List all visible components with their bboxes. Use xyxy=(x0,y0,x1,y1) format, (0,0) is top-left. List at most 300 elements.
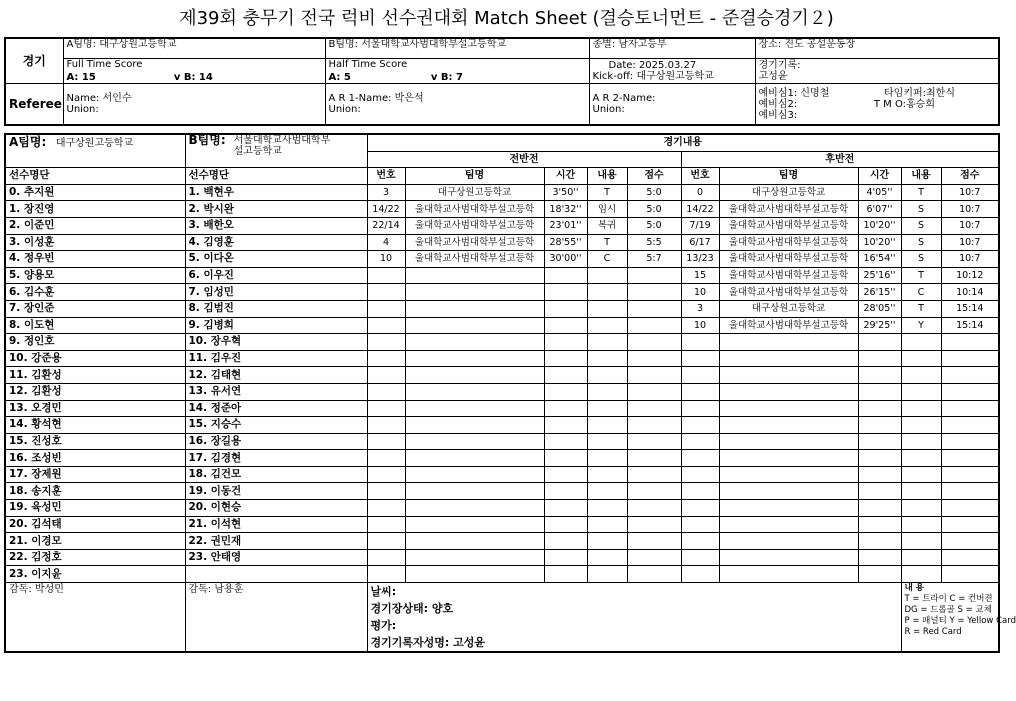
team-a-player: 15. 진성호 xyxy=(5,433,185,450)
team-b-coach: 감독: 남용훈 xyxy=(185,583,367,653)
ar2-cell xyxy=(589,84,755,126)
team-a-label: A팀명: xyxy=(9,135,47,149)
first-half-time xyxy=(544,549,587,566)
match-conditions xyxy=(367,583,901,653)
first-half-content xyxy=(587,433,627,450)
team-b-label: B팀명: xyxy=(188,133,226,147)
team-b-player: 16. 장길용 xyxy=(185,433,367,450)
second-half-score xyxy=(941,566,999,583)
half-time-label: Half Time Score xyxy=(328,59,408,70)
team-a-player: 14. 황석현 xyxy=(5,417,185,434)
second-half-team xyxy=(719,533,858,550)
team-b-player: 10. 장우혁 xyxy=(185,334,367,351)
second-half-time xyxy=(858,450,901,467)
second-half-no: 14/22 xyxy=(681,201,719,218)
second-half-time xyxy=(858,367,901,384)
record-writer: 경기기록자성명: 고성윤 xyxy=(370,636,485,650)
reserve-official-1: 예비심1: 신명철 xyxy=(758,87,830,99)
second-half-score: 10:7 xyxy=(941,251,999,268)
first-half-team xyxy=(405,500,544,517)
second-half-content: C xyxy=(901,284,941,301)
second-half-no xyxy=(681,466,719,483)
first-half-no xyxy=(367,317,405,334)
first-half-team xyxy=(405,400,544,417)
first-half-content: C xyxy=(587,251,627,268)
second-half-content: T xyxy=(901,267,941,284)
legend-title: 내 용 xyxy=(904,583,924,594)
second-half-team: 울대학교사범대학부설고등학 xyxy=(719,284,858,301)
team-a-player: 13. 오경민 xyxy=(5,400,185,417)
first-half-team xyxy=(405,317,544,334)
team-a-player: 20. 김석태 xyxy=(5,516,185,533)
first-half-time xyxy=(544,383,587,400)
recorder-label: 경기기록: xyxy=(758,60,801,71)
first-half-content: T xyxy=(587,184,627,201)
legend xyxy=(901,583,1016,653)
second-half-team: 울대학교사범대학부설고등학 xyxy=(719,317,858,334)
second-half-score: 10:7 xyxy=(941,184,999,201)
second-half-no xyxy=(681,549,719,566)
second-half-content: S xyxy=(901,217,941,234)
match-label: 경기 xyxy=(5,38,63,84)
second-col-no: 번호 xyxy=(681,168,719,185)
ar2-union: Union: xyxy=(592,104,625,115)
first-half-time xyxy=(544,533,587,550)
second-half-score xyxy=(941,350,999,367)
second-half-score xyxy=(941,500,999,517)
table-row xyxy=(5,201,999,218)
second-half-team xyxy=(719,500,858,517)
first-half-score xyxy=(627,500,681,517)
table-row xyxy=(5,267,999,284)
first-half-score xyxy=(627,300,681,317)
first-half-time xyxy=(544,317,587,334)
second-col-score: 점수 xyxy=(941,168,999,185)
team-b-player: 13. 유서연 xyxy=(185,383,367,400)
team-a-player: 6. 김수훈 xyxy=(5,284,185,301)
first-half-score xyxy=(627,317,681,334)
team-b-player: 8. 김범진 xyxy=(185,300,367,317)
second-half-team xyxy=(719,350,858,367)
team-a-player: 21. 이경모 xyxy=(5,533,185,550)
second-half-team xyxy=(719,417,858,434)
team-b-name-line2: 설고등학교 xyxy=(233,146,282,157)
team-b-roster-label: 선수명단 xyxy=(185,168,367,185)
second-half-score: 15:14 xyxy=(941,300,999,317)
first-half-team xyxy=(405,549,544,566)
first-half-team: 울대학교사범대학부설고등학 xyxy=(405,217,544,234)
team-a-player: 23. 이지윤 xyxy=(5,566,185,583)
second-half-content xyxy=(901,433,941,450)
first-half-no xyxy=(367,433,405,450)
tmo: T M O:홍승희 xyxy=(873,98,935,110)
first-half-time xyxy=(544,566,587,583)
second-half-score xyxy=(941,334,999,351)
team-b-player: 19. 이동건 xyxy=(185,483,367,500)
match-date: Date: 2025.03.27 xyxy=(608,60,697,71)
first-half-no: 4 xyxy=(367,234,405,251)
first-half-no: 3 xyxy=(367,184,405,201)
first-half-no xyxy=(367,516,405,533)
referee-union: Union: xyxy=(66,104,99,115)
second-half-no xyxy=(681,450,719,467)
column-header-row xyxy=(5,168,999,185)
second-half-time: 25'16'' xyxy=(858,267,901,284)
second-half-title: 후반전 xyxy=(681,151,999,168)
second-half-score: 10:7 xyxy=(941,234,999,251)
first-half-no xyxy=(367,466,405,483)
first-half-score xyxy=(627,350,681,367)
first-half-content: 복귀 xyxy=(587,217,627,234)
second-half-no xyxy=(681,533,719,550)
second-half-score xyxy=(941,383,999,400)
second-half-score xyxy=(941,400,999,417)
reserve-official-2: 예비심2: xyxy=(758,98,798,110)
first-half-content xyxy=(587,350,627,367)
second-half-content xyxy=(901,500,941,517)
first-half-content xyxy=(587,417,627,434)
team-a-roster-label: 선수명단 xyxy=(5,168,185,185)
first-half-team xyxy=(405,566,544,583)
second-half-score xyxy=(941,450,999,467)
table-row xyxy=(5,533,999,550)
first-half-content: 임시 xyxy=(587,201,627,218)
second-half-team xyxy=(719,566,858,583)
first-half-score xyxy=(627,400,681,417)
first-half-score xyxy=(627,466,681,483)
second-half-team: 울대학교사범대학부설고등학 xyxy=(719,201,858,218)
second-half-no xyxy=(681,367,719,384)
ar1-name: A R 1-Name: 박은석 xyxy=(328,93,424,104)
first-half-score xyxy=(627,450,681,467)
second-half-time xyxy=(858,566,901,583)
second-half-no xyxy=(681,334,719,351)
table-row xyxy=(5,549,999,566)
first-col-content: 내용 xyxy=(587,168,627,185)
team-a-player: 22. 김정호 xyxy=(5,549,185,566)
reserve-official-3: 예비심3: xyxy=(758,109,798,121)
second-half-content xyxy=(901,383,941,400)
venue-value: 진도 공설운동장 xyxy=(784,39,856,50)
second-half-no: 13/23 xyxy=(681,251,719,268)
first-half-team xyxy=(405,284,544,301)
second-half-content xyxy=(901,334,941,351)
first-half-team xyxy=(405,350,544,367)
second-half-content xyxy=(901,483,941,500)
team-a-player: 17. 장제원 xyxy=(5,466,185,483)
second-half-no: 7/19 xyxy=(681,217,719,234)
first-half-no xyxy=(367,300,405,317)
team-a-player: 5. 양용모 xyxy=(5,267,185,284)
team-a-player: 1. 장진영 xyxy=(5,201,185,218)
first-half-score xyxy=(627,566,681,583)
first-half-no xyxy=(367,549,405,566)
recorder-cell xyxy=(755,59,999,84)
first-half-score: 5:0 xyxy=(627,184,681,201)
first-half-team xyxy=(405,267,544,284)
second-half-content xyxy=(901,549,941,566)
first-half-team xyxy=(405,383,544,400)
second-half-team: 대구상원고등학교 xyxy=(719,300,858,317)
first-half-no xyxy=(367,417,405,434)
first-half-content xyxy=(587,317,627,334)
second-half-time: 16'54'' xyxy=(858,251,901,268)
weather: 날씨: xyxy=(370,585,397,599)
table-row xyxy=(5,251,999,268)
second-half-score xyxy=(941,533,999,550)
first-half-team xyxy=(405,483,544,500)
first-half-score xyxy=(627,334,681,351)
first-half-no: 10 xyxy=(367,251,405,268)
first-half-content xyxy=(587,533,627,550)
full-time-label: Full Time Score xyxy=(66,59,143,70)
first-half-score xyxy=(627,284,681,301)
legend-line-2: DG = 드롭골 S = 교체 xyxy=(904,605,992,616)
first-half-content xyxy=(587,500,627,517)
second-half-no xyxy=(681,350,719,367)
first-col-time: 시간 xyxy=(544,168,587,185)
second-half-time: 4'05'' xyxy=(858,184,901,201)
second-half-content: T xyxy=(901,184,941,201)
first-half-time: 28'55'' xyxy=(544,234,587,251)
first-half-time: 23'01'' xyxy=(544,217,587,234)
table-row xyxy=(5,417,999,434)
team-a-player: 12. 김환성 xyxy=(5,383,185,400)
first-half-title: 전반전 xyxy=(367,151,681,168)
second-half-time: 10'20'' xyxy=(858,234,901,251)
first-half-score: 5:5 xyxy=(627,234,681,251)
second-half-time: 29'25'' xyxy=(858,317,901,334)
table-row xyxy=(5,367,999,384)
first-half-time xyxy=(544,267,587,284)
first-half-score xyxy=(627,383,681,400)
first-half-content xyxy=(587,284,627,301)
second-half-team: 울대학교사범대학부설고등학 xyxy=(719,217,858,234)
first-half-content: T xyxy=(587,234,627,251)
team-b-player: 2. 박시완 xyxy=(185,201,367,218)
first-half-no xyxy=(367,500,405,517)
second-half-score xyxy=(941,433,999,450)
second-col-team: 팀명 xyxy=(719,168,858,185)
second-half-content xyxy=(901,533,941,550)
table-row xyxy=(5,383,999,400)
first-half-team: 울대학교사범대학부설고등학 xyxy=(405,251,544,268)
table-row xyxy=(5,566,999,583)
second-half-team: 울대학교사범대학부설고등학 xyxy=(719,251,858,268)
second-half-team xyxy=(719,334,858,351)
second-half-team xyxy=(719,466,858,483)
second-col-content: 내용 xyxy=(901,168,941,185)
first-half-content xyxy=(587,383,627,400)
second-half-team xyxy=(719,400,858,417)
second-half-time xyxy=(858,533,901,550)
first-half-time xyxy=(544,483,587,500)
first-half-team: 울대학교사범대학부설고등학 xyxy=(405,234,544,251)
footer-row xyxy=(5,583,999,653)
ar1-union: Union: xyxy=(328,104,361,115)
first-half-score: 5:0 xyxy=(627,217,681,234)
first-half-no xyxy=(367,383,405,400)
first-half-no xyxy=(367,284,405,301)
team-a-name: 대구상원고등학교 xyxy=(55,138,134,149)
team-b-player: 18. 김건모 xyxy=(185,466,367,483)
second-half-team xyxy=(719,483,858,500)
team-b-player: 7. 임성민 xyxy=(185,284,367,301)
second-half-content xyxy=(901,516,941,533)
first-half-content xyxy=(587,566,627,583)
team-a-player: 10. 강준용 xyxy=(5,350,185,367)
team-b-player: 15. 지승수 xyxy=(185,417,367,434)
legend-line-3: P = 패널티 Y = Yellow Card xyxy=(904,616,1016,627)
table-row xyxy=(5,234,999,251)
second-half-score: 15:14 xyxy=(941,317,999,334)
second-half-time xyxy=(858,433,901,450)
division-value: 남자고등부 xyxy=(618,39,667,50)
first-half-content xyxy=(587,450,627,467)
second-half-time xyxy=(858,549,901,566)
table-row xyxy=(5,433,999,450)
second-half-no xyxy=(681,500,719,517)
team-b-player: 9. 김병희 xyxy=(185,317,367,334)
first-half-score xyxy=(627,549,681,566)
table-row xyxy=(5,300,999,317)
second-half-team: 울대학교사범대학부설고등학 xyxy=(719,267,858,284)
first-half-content xyxy=(587,516,627,533)
table-row xyxy=(5,284,999,301)
ar1-cell xyxy=(325,84,589,126)
team-b-player: 14. 정준아 xyxy=(185,400,367,417)
second-half-no xyxy=(681,417,719,434)
first-half-no xyxy=(367,334,405,351)
rating: 평가: xyxy=(370,619,397,633)
table-row xyxy=(5,317,999,334)
match-content-table xyxy=(4,133,1016,653)
first-half-score xyxy=(627,367,681,384)
ar2-name: A R 2-Name: xyxy=(592,93,656,104)
second-half-no: 0 xyxy=(681,184,719,201)
first-half-time xyxy=(544,367,587,384)
second-half-score: 10:7 xyxy=(941,201,999,218)
team-b-header xyxy=(185,134,367,168)
team-a-player: 16. 조성빈 xyxy=(5,450,185,467)
kickoff-team: Kick-off: 대구상원고등학교 xyxy=(592,71,714,82)
second-half-score: 10:12 xyxy=(941,267,999,284)
second-half-team: 울대학교사범대학부설고등학 xyxy=(719,234,858,251)
team-a-label: A팀명: xyxy=(66,39,97,50)
team-a-coach: 감독: 박성민 xyxy=(5,583,185,653)
first-half-score xyxy=(627,516,681,533)
second-half-content xyxy=(901,367,941,384)
table-row xyxy=(5,500,999,517)
first-half-score: 5:7 xyxy=(627,251,681,268)
first-col-no: 번호 xyxy=(367,168,405,185)
first-half-score: 5:0 xyxy=(627,201,681,218)
team-b-player: 22. 권민재 xyxy=(185,533,367,550)
second-half-team xyxy=(719,549,858,566)
first-half-time xyxy=(544,500,587,517)
first-half-time xyxy=(544,350,587,367)
full-time-b: v B: 14 xyxy=(173,72,213,83)
referee-label: Referee xyxy=(5,84,63,126)
second-half-time: 28'05'' xyxy=(858,300,901,317)
second-half-team xyxy=(719,450,858,467)
match-header-table xyxy=(4,37,1000,126)
first-half-score xyxy=(627,533,681,550)
team-a-player: 3. 이성훈 xyxy=(5,234,185,251)
first-half-team xyxy=(405,516,544,533)
first-half-no xyxy=(367,566,405,583)
first-half-team xyxy=(405,417,544,434)
first-half-no xyxy=(367,400,405,417)
team-b-player: 12. 김태현 xyxy=(185,367,367,384)
second-half-score xyxy=(941,417,999,434)
second-half-score xyxy=(941,483,999,500)
table-row xyxy=(5,450,999,467)
table-row xyxy=(5,466,999,483)
second-half-no xyxy=(681,516,719,533)
second-half-team xyxy=(719,383,858,400)
half-time-cell xyxy=(325,59,589,84)
first-half-no xyxy=(367,450,405,467)
team-a-player: 9. 정인호 xyxy=(5,334,185,351)
second-half-time xyxy=(858,500,901,517)
half-time-a: A: 5 xyxy=(328,72,351,83)
team-a-player: 7. 장인준 xyxy=(5,300,185,317)
first-half-score xyxy=(627,483,681,500)
team-a-player: 18. 송지훈 xyxy=(5,483,185,500)
first-half-team xyxy=(405,466,544,483)
first-col-score: 점수 xyxy=(627,168,681,185)
second-half-content xyxy=(901,400,941,417)
team-b-player: 5. 이다온 xyxy=(185,251,367,268)
team-b-player: 17. 김경현 xyxy=(185,450,367,467)
team-b-player xyxy=(185,566,367,583)
table-row xyxy=(5,334,999,351)
first-half-no xyxy=(367,483,405,500)
second-half-no: 15 xyxy=(681,267,719,284)
first-half-time: 3'50'' xyxy=(544,184,587,201)
team-b-player: 21. 이석현 xyxy=(185,516,367,533)
first-half-time xyxy=(544,516,587,533)
first-half-time xyxy=(544,334,587,351)
ground-condition: 경기장상태: 양호 xyxy=(370,602,454,616)
team-b-player: 4. 김영훈 xyxy=(185,234,367,251)
team-b-name: 서울대학교사범대학부설고등학교 xyxy=(361,39,507,50)
team-b-label: B팀명: xyxy=(328,39,359,50)
team-b-name-line1: 서울대학교사범대학부 xyxy=(233,135,331,146)
second-half-content xyxy=(901,417,941,434)
venue-cell xyxy=(755,38,999,59)
first-half-content xyxy=(587,267,627,284)
second-half-time xyxy=(858,334,901,351)
team-b-player: 23. 안태영 xyxy=(185,549,367,566)
division-label: 종별: xyxy=(592,39,616,50)
second-half-content: S xyxy=(901,251,941,268)
team-a-player: 2. 이준민 xyxy=(5,217,185,234)
team-a-player: 0. 추지원 xyxy=(5,184,185,201)
half-time-b: v B: 7 xyxy=(430,72,463,83)
first-half-score xyxy=(627,267,681,284)
second-half-time xyxy=(858,466,901,483)
full-time-a: A: 15 xyxy=(66,72,96,83)
second-half-team xyxy=(719,433,858,450)
second-half-no: 10 xyxy=(681,284,719,301)
first-half-team xyxy=(405,334,544,351)
first-half-no xyxy=(367,367,405,384)
first-half-time: 30'00'' xyxy=(544,251,587,268)
first-half-score xyxy=(627,433,681,450)
second-half-time: 6'07'' xyxy=(858,201,901,218)
